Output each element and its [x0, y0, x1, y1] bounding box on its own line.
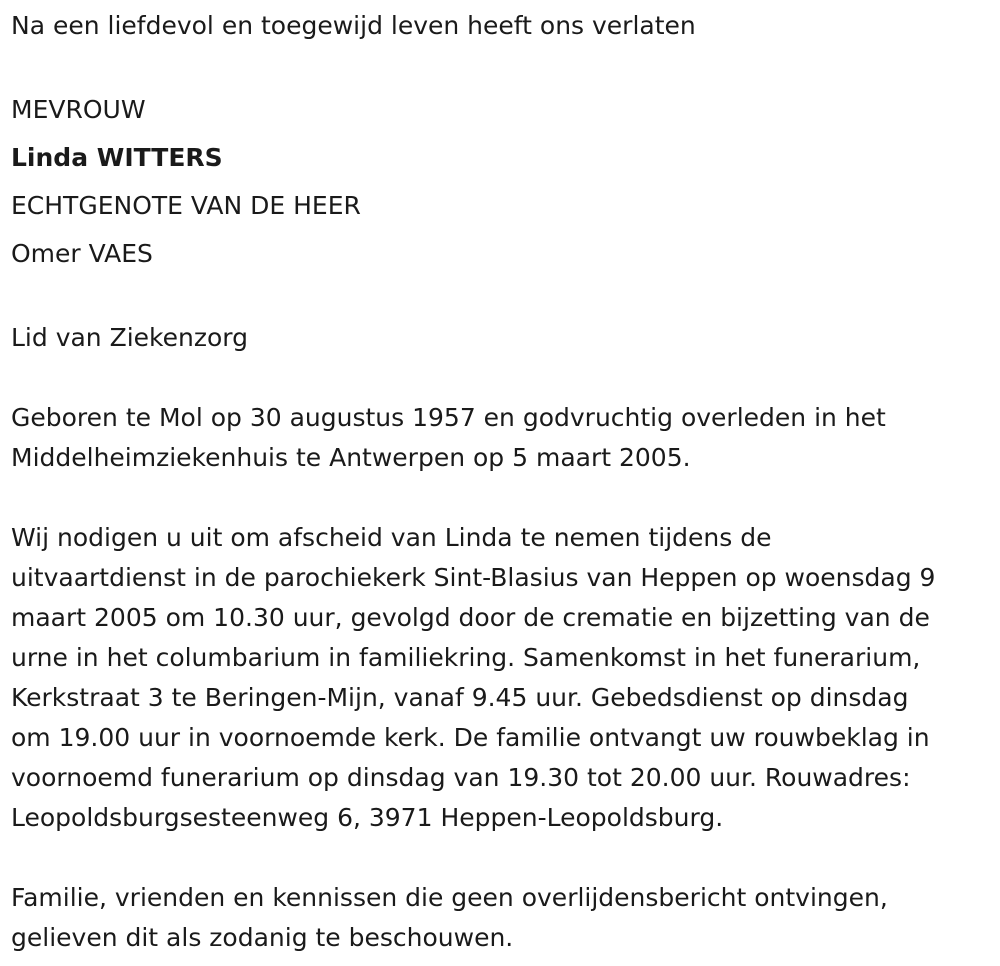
birth-death-paragraph — [11, 398, 996, 478]
deceased-name: Linda WITTERS — [11, 143, 223, 172]
spacer — [11, 478, 996, 518]
spacer — [11, 46, 996, 86]
intro-line: Na een liefdevol en toegewijd leven heeft ons verlaten — [11, 11, 696, 40]
obituary-document — [11, 6, 996, 958]
invitation-line: maart 2005 om 10.30 uur, gevolgd door de crematie en bijzetting van de — [11, 603, 930, 632]
spacer — [11, 358, 996, 398]
spouse-label: ECHTGENOTE VAN DE HEER — [11, 191, 361, 220]
invitation-line: Kerkstraat 3 te Beringen-Mijn, vanaf 9.45 uur. Gebedsdienst op dinsdag — [11, 683, 909, 712]
title-prefix: MEVROUW — [11, 95, 146, 124]
invitation-line: Wij nodigen u uit om afscheid van Linda te nemen tijdens de — [11, 523, 772, 552]
closing-line: gelieven dit als zodanig te beschouwen. — [11, 923, 514, 952]
spacer — [11, 838, 996, 878]
invitation-line: Leopoldsburgsesteenweg 6, 3971 Heppen-Leopoldsburg. — [11, 803, 724, 832]
birth-death-line: Middelheimziekenhuis te Antwerpen op 5 maart 2005. — [11, 443, 691, 472]
invitation-line: uitvaartdienst in de parochiekerk Sint-Blasius van Heppen op woensdag 9 — [11, 563, 936, 592]
invitation-line: urne in het columbarium in familiekring. Samenkomst in het funerarium, — [11, 643, 921, 672]
closing-line: Familie, vrienden en kennissen die geen overlijdensbericht ontvingen, — [11, 883, 888, 912]
birth-death-line: Geboren te Mol op 30 augustus 1957 en godvruchtig overleden in het — [11, 403, 886, 432]
spacer — [11, 278, 996, 318]
invitation-line: om 19.00 uur in voornoemde kerk. De familie ontvangt uw rouwbeklag in — [11, 723, 930, 752]
deceased-block — [11, 86, 996, 278]
closing-paragraph — [11, 878, 996, 958]
membership-line: Lid van Ziekenzorg — [11, 323, 248, 352]
invitation-paragraph — [11, 518, 996, 838]
spouse-name: Omer VAES — [11, 239, 153, 268]
invitation-line: voornoemd funerarium op dinsdag van 19.30 tot 20.00 uur. Rouwadres: — [11, 763, 911, 792]
